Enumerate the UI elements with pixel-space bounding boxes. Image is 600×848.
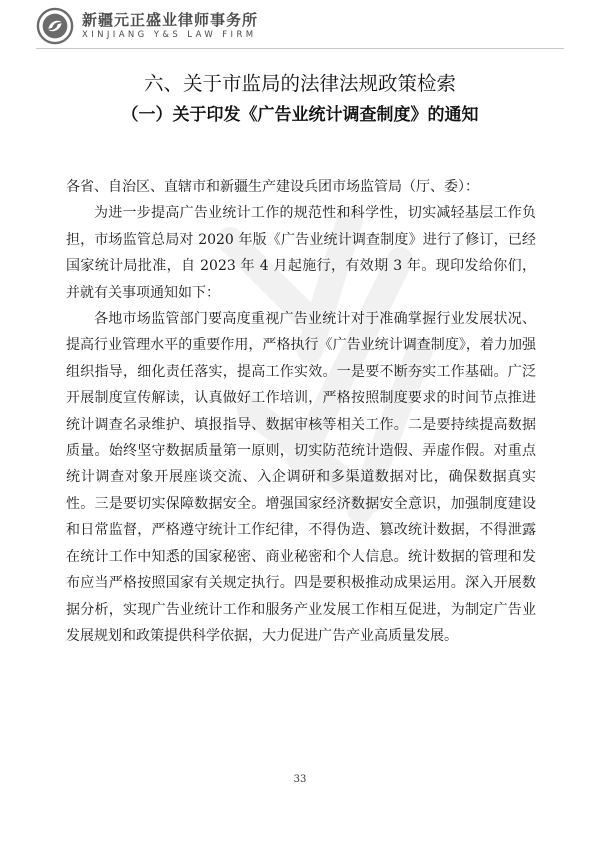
page-header: [36, 6, 258, 46]
firm-name-en: XINJIANG Y&S LAW FIRM: [82, 30, 257, 40]
document-sub-title: （一）关于印发《广告业统计调查制度》的通知: [121, 105, 479, 125]
header-divider: [36, 48, 564, 49]
firm-name-block: [82, 11, 258, 41]
paragraph-intro: 为进一步提高广告业统计工作的规范性和科学性，切实减轻基层工作负担，市场监管总局对 2020 年版《广告业统计调查制度》进行了修订，已经国家统计局批准，自 2023 年 4 月起施行，有效期 3 年。现印发给你们，并就有关事项通知如下：: [66, 205, 536, 301]
section-title: 六、关于市监局的法律法规政策检索: [143, 72, 456, 95]
page-number: 33: [293, 774, 307, 785]
salutation: 各省、自治区、直辖市和新疆生产建设兵团市场监管局（厅、委）：: [66, 179, 479, 195]
firm-name-cn: 新疆元正盛业律师事务所: [82, 11, 259, 29]
paragraph-main: 各地市场监管部门要高度重视广告业统计对于准确掌握行业发展状况、提高行业管理水平的重要作用，严格执行《广告业统计调查制度》，着力加强组织指导，细化责任落实，提高工作实效。一是要不断夯实工作基础。广泛开展制度宣传解读，认真做好工作培训，严格按照制度要求的时间节点推进统计调查名录维护、填报指导、数据审核等相关工作。二是要持续提高数据质量。始终坚守数据质量第一原则，切实防范统计造假、弄虚作假。对重点统计调查对象开展座谈交流、入企调研和多渠道数据对比，确保数据真实性。三是要切实保障数据安全。增强国家经济数据安全意识，加强制度建设和日常监督，严格遵守统计工作纪律，不得伪造、篡改统计数据，不得泄露在统计工作中知悉的国家秘密、商业秘密和个人信息。统计数据的管理和发布应当严格按照国家有关规定执行。四是要积极推动成果运用。深入开展数据分析，实现广告业统计工作和服务产业发展工作相互促进，为制定广告业发展规划和政策提供科学依据，大力促进广告产业高质量发展。: [66, 311, 536, 644]
firm-logo-icon: [36, 7, 74, 45]
document-body: [66, 174, 536, 649]
